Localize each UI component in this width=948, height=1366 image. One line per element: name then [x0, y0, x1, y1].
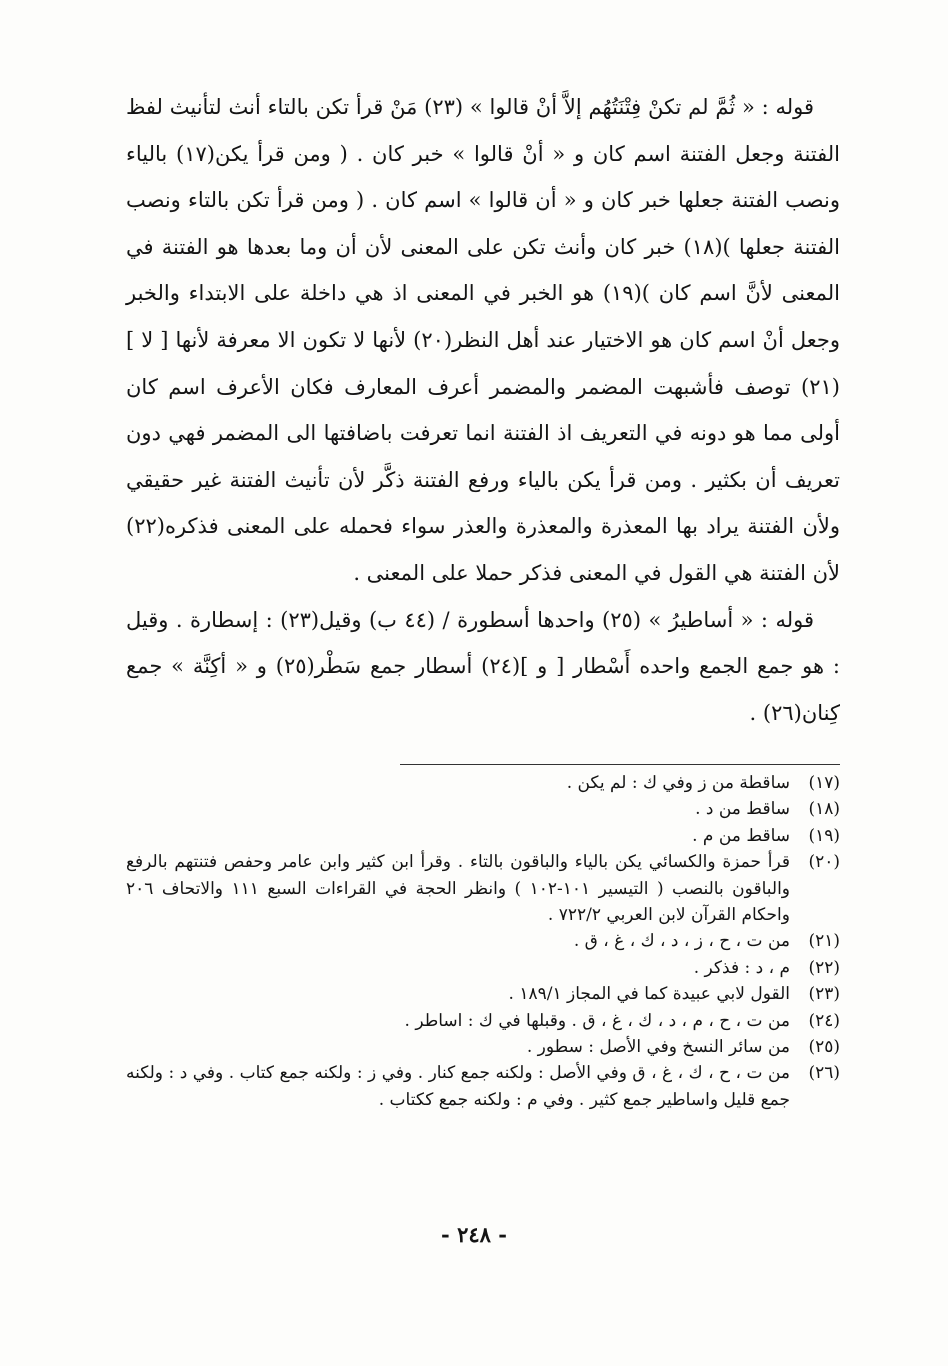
footnote-number: (٢٣) — [808, 984, 840, 1005]
footnote-text: من ت ، ح ، ك ، غ ، ق وفي الأصل : ولكنه جمع كنار . وفي ز : ولكنه جمع كتاب . وفي د : ولكنه جمع قليل واساطير جمع كثير . وفي م : ولكنه جمع ككتاب . — [126, 1063, 790, 1110]
footnote-number: (٢٤) — [808, 1010, 840, 1031]
main-text — [126, 84, 840, 736]
page-number: - ٢٤٨ - — [441, 1222, 507, 1247]
main-paragraph-2: قوله : « أساطيرُ » (٢٥) واحدها أسطورة / (٤٤ ب) وقيل(٢٣) : إسطارة . وقيل : هو جمع الجمع واحده أَسْطار [ و ](٢٤) أسطار جمع سَطْر(٢٥) و « أكِنَّة » جمع كِنان(٢٦) . — [126, 607, 840, 725]
footnote-text: القول لابي عبيدة كما في المجاز ١٨٩/١ . — [508, 984, 790, 1005]
footnote-text: ساقط من د . — [695, 799, 790, 820]
footnote-26 — [126, 1060, 840, 1113]
footnote-text: قرأ حمزة والكسائي يكن بالياء والباقون بالتاء . وقرأ ابن كثير وابن عامر وحفص فتنتهم بالرفع والباقون بالنصب ( التيسير ١٠١-١٠٢ ) وانظر الحجة في القراءات السبع ١١١ والاتحاف ٢٠٦ واحكام القرآن لابن العربي ٧٢٢/٢ . — [126, 852, 790, 926]
footnote-25 — [126, 1034, 840, 1060]
footnotes — [126, 770, 840, 1113]
footnote-number: (٢٠) — [808, 852, 840, 873]
footnote-22 — [126, 955, 840, 981]
footnote-17 — [126, 770, 840, 796]
footnote-text: ساقطة من ز وفي ك : لم يكن . — [566, 773, 790, 793]
footnote-divider — [400, 764, 840, 765]
footnote-text: من ت ، ح ، ز ، د ، ك ، غ ، ق . — [573, 931, 790, 952]
footnote-number: (١٨) — [808, 799, 840, 820]
footnote-number: (١٧) — [808, 773, 840, 793]
footnote-18 — [126, 796, 840, 822]
footnote-21 — [126, 928, 840, 954]
footnote-19 — [126, 823, 840, 849]
footnote-text: م ، د : فذكر . — [693, 957, 790, 978]
footnote-24 — [126, 1008, 840, 1034]
main-paragraph-1: قوله : « ثُمَّ لم تكنْ فِتْنَتُهُم إلاَّ أنْ قالوا » (٢٣) مَنْ قرأ تكن بالتاء أنث لتأنيث لفظ الفتنة وجعل الفتنة اسم كان و « أنْ قالوا » خبر كان . ( ومن قرأ يكن(١٧) بالياء ونصب الفتنة جعلها خبر كان و « أن قالوا » اسم كان . ( ومن قرأ تكن بالتاء ونصب الفتنة جعلها )(١٨) خبر كان وأنث تكن على المعنى لأن أن وما بعدها هو الفتنة في المعنى لأنَّ اسم كان )(١٩) هو الخبر في المعنى اذ هي داخلة على الابتداء والخبر وجعل أنْ اسم كان هو الاختيار عند أهل النظر(٢٠) لأنها لا تكون الا معرفة لأنها [ لا ](٢١) توصف فأشبهت المضمر والمضمر أعرف المعارف فكان الأعرف اسم كان أولى مما هو دونه في التعريف اذ الفتنة انما تعرفت باضافتها الى المضمر فهي دون تعريف أن بكثير . ومن قرأ يكن بالياء ورفع الفتنة ذكَّر لأن تأنيث الفتنة غير حقيقي ولأن الفتنة يراد بها المعذرة والمعذرة والعذر سواء فحمله على المعنى فذكره(٢٢) لأن الفتنة هي القول في المعنى فذكر حملا على المعنى . — [126, 95, 841, 585]
footnote-text: ساقط من م . — [692, 825, 790, 846]
footnote-20 — [126, 849, 840, 928]
footnote-23 — [126, 981, 840, 1007]
footnote-text: من ت ، ح ، م ، د ، ك ، غ ، ق . وقبلها في ك : اساطر . — [404, 1010, 790, 1031]
footnote-text: من سائر النسخ وفي الأصل : سطور . — [526, 1037, 790, 1058]
footnote-number: (٢٢) — [808, 957, 840, 978]
footnote-number: (١٩) — [808, 825, 840, 846]
footnote-number: (٢٦) — [808, 1063, 840, 1084]
footnote-number: (٢١) — [808, 931, 840, 952]
footnote-number: (٢٥) — [808, 1037, 840, 1058]
